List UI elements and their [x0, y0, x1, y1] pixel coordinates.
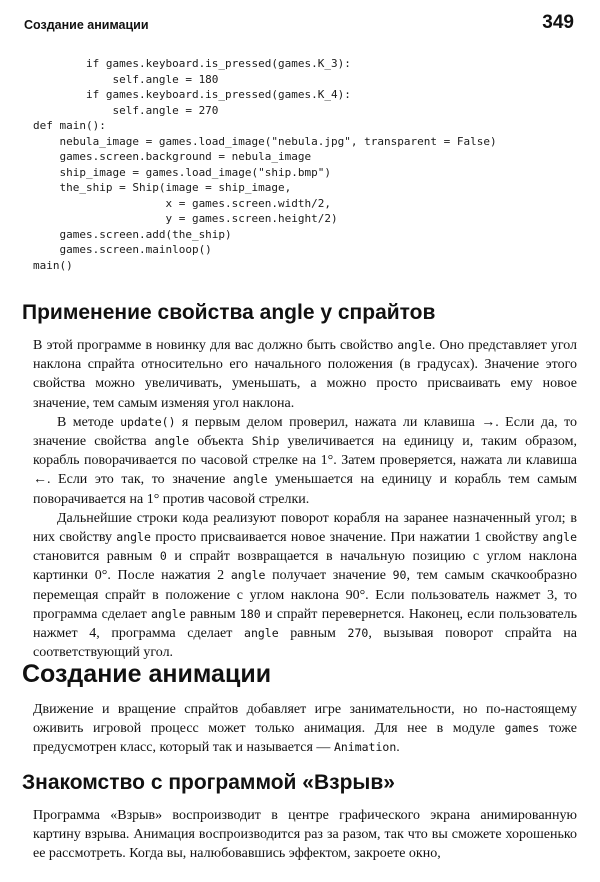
text-run: Движение и вращение спрайтов добавляет игре занимательности, но по-настоящему оживить игровой процесс может только анимация. Для нее в модуле	[33, 702, 577, 737]
section-heading-animation: Создание анимации	[22, 660, 272, 688]
inline-code: angle	[230, 568, 266, 583]
section-body-explosion	[33, 806, 577, 864]
text-run: я первым делом проверил, нажата ли клавиша →. Если да, то значение свойства	[33, 414, 577, 450]
inline-code: games	[504, 721, 540, 736]
paragraph	[33, 806, 577, 864]
code-line: games.screen.background = nebula_image	[33, 150, 312, 163]
code-line: self.angle = 270	[33, 103, 219, 117]
text-run: объекта	[189, 434, 252, 450]
code-line: main()	[33, 258, 73, 272]
code-line: ship_image = games.load_image("ship.bmp")	[33, 165, 332, 179]
section-body-animation	[33, 700, 577, 758]
text-run: и спрайт возвращается в начальную позицию с углом наклона картинки 0°. После нажатия 2	[33, 549, 578, 584]
text-run: и спрайт перевернется. Наконец, если пользователь нажмет 4, программа сделает	[33, 606, 577, 642]
text-run: , вызывая поворот спрайта на соответствующий угол.	[33, 626, 577, 661]
text-run: .	[396, 740, 400, 756]
text-run: В этой программе в новинку для вас должно быть свойство	[33, 338, 398, 353]
inline-code: angle	[151, 606, 186, 621]
running-chapter-title: Создание анимации	[24, 18, 149, 32]
paragraph	[33, 413, 577, 509]
inline-code: angle	[232, 472, 268, 487]
inline-code: update()	[120, 414, 176, 429]
code-line: games.screen.add(the_ship)	[33, 227, 232, 241]
code-line: nebula_image = games.load_image("nebula.jpg", transparent = False)	[33, 134, 497, 148]
section-heading-explosion: Знакомство с программой «Взрыв»	[22, 771, 395, 794]
inline-code: angle	[244, 626, 279, 641]
section-heading-angle: Применение свойства angle у спрайтов	[22, 301, 436, 324]
inline-code: 90	[392, 568, 407, 583]
code-line: if games.keyboard.is_pressed(games.K_3):	[33, 57, 351, 70]
text-run: равным	[278, 626, 348, 642]
code-listing	[33, 56, 497, 273]
inline-code: 180	[239, 606, 261, 621]
code-line: y = games.screen.height/2)	[33, 212, 338, 225]
paragraph	[33, 700, 577, 758]
inline-code: Animation	[333, 740, 397, 755]
code-line: def main():	[33, 119, 106, 132]
section-body-angle	[33, 336, 577, 662]
inline-code: 0	[159, 549, 167, 564]
code-line: x = games.screen.width/2,	[33, 196, 332, 210]
text-run: тоже предусмотрен класс, который так и называется —	[33, 721, 578, 756]
code-line: games.screen.mainloop()	[33, 243, 212, 256]
code-line: if games.keyboard.is_pressed(games.K_4):	[33, 88, 351, 101]
text-run: . Оно представляет угол наклона спрайта относительно его начального положения (в градусах). Значение этого свойства можно увеличивать, уменьшать, а можно просто присваивать ему новое значение, тем самым изменяя угол наклона.	[33, 338, 578, 411]
inline-code: Ship	[251, 434, 280, 449]
text-run: Дальнейшие строки кода реализуют поворот корабля на заранее назначенный угол; в них свойству	[33, 510, 577, 546]
paragraph	[33, 336, 577, 413]
inline-code: 270	[347, 626, 369, 641]
text-run: равным	[185, 606, 240, 622]
code-line: the_ship = Ship(image = ship_image,	[33, 181, 292, 194]
inline-code: angle	[542, 530, 577, 545]
text-run: Программа «Взрыв» воспроизводит в центре графического экрана анимированную картину взрыва. Анимация воспроизводится раз за разом, так что вы сможете хорошенько ее рассмотреть. Когда вы, налюбовавшись эффектом, закроете окно,	[33, 808, 577, 862]
text-run: , тем самым скачкообразно перемещая спрайт в положение с углом наклона 90°. Если пользователь нажмет 3, то программа сделает	[33, 568, 577, 622]
text-run: В методе	[57, 414, 121, 430]
inline-code: angle	[116, 530, 151, 545]
code-line: self.angle = 180	[33, 72, 219, 86]
text-run: увеличивается на единицу и, таким образом, корабль поворачивается по часовой стрелке на 1°. Затем проверяется, нажата ли клавиша ←. Если это так, то значение	[33, 434, 578, 488]
inline-code: angle	[154, 434, 190, 449]
inline-code: angle	[397, 338, 432, 352]
page-number: 349	[542, 12, 574, 33]
text-run: получает значение	[265, 568, 393, 584]
text-run: уменьшается на единицу и корабль тем самым поворачивается на 1° против часовой стрелки.	[33, 472, 577, 507]
page-header	[24, 8, 574, 34]
text-run: становится равным	[33, 549, 160, 565]
paragraph	[33, 509, 577, 663]
text-run: просто присваивается новое значение. При нажатии 1 свойству	[150, 530, 543, 546]
